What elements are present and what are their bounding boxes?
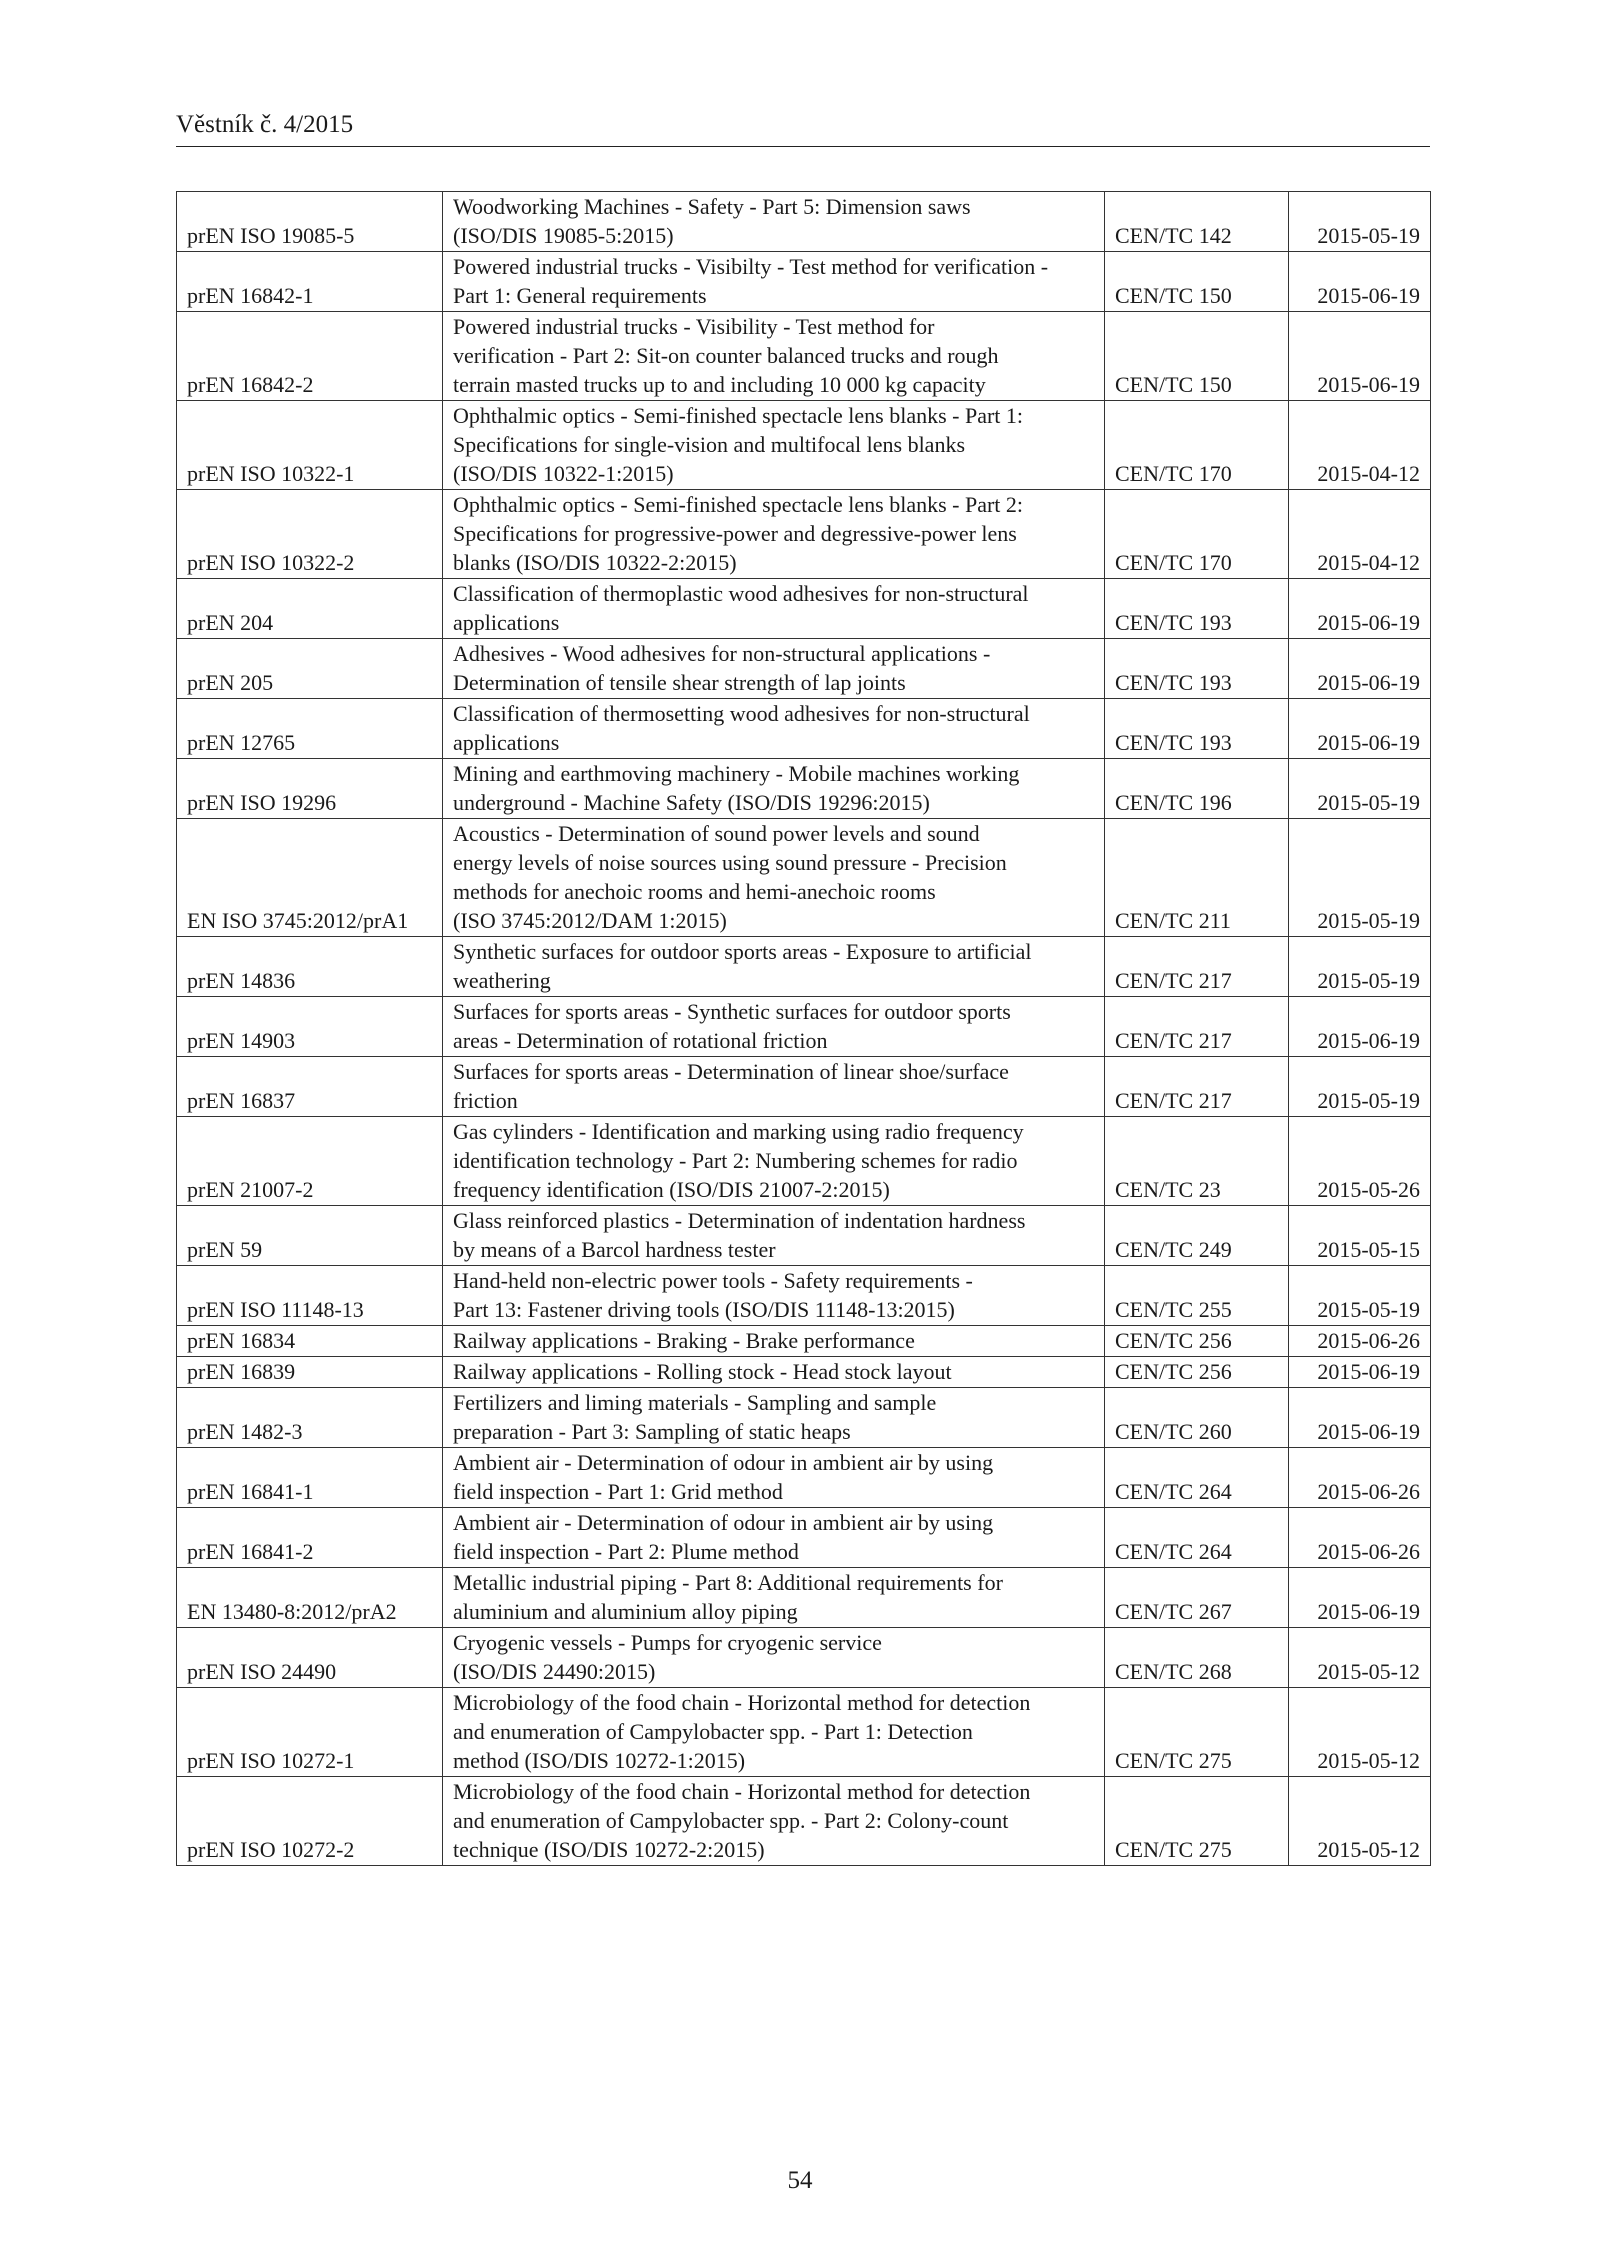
page-header	[176, 110, 1430, 147]
deadline-date: 2015-06-19	[1289, 579, 1431, 639]
standard-title-line: Part 13: Fastener driving tools (ISO/DIS 11148-13:2015)	[453, 1297, 955, 1322]
table-row	[177, 1326, 1431, 1357]
standard-title-line: Glass reinforced plastics - Determination of indentation hardness	[453, 1208, 1026, 1233]
deadline-date: 2015-05-12	[1289, 1688, 1431, 1777]
table-row	[177, 1206, 1431, 1266]
page-number: 54	[787, 2167, 813, 2194]
standard-title-line: Classification of thermosetting wood adhesives for non-structural	[453, 701, 1030, 726]
standard-code: prEN 14836	[177, 937, 443, 997]
technical-committee: CEN/TC 196	[1105, 759, 1289, 819]
standard-code: prEN ISO 19085-5	[177, 192, 443, 252]
technical-committee: CEN/TC 193	[1105, 639, 1289, 699]
standard-title-line: Mining and earthmoving machinery - Mobile machines working	[453, 761, 1020, 786]
standard-title	[443, 1357, 1105, 1388]
standard-title-line: Ophthalmic optics - Semi-finished spectacle lens blanks - Part 1:	[453, 403, 1024, 428]
table-row	[177, 401, 1431, 490]
standard-title-line: blanks (ISO/DIS 10322-2:2015)	[453, 550, 737, 575]
standard-title-line: verification - Part 2: Sit-on counter balanced trucks and rough	[453, 343, 999, 368]
standard-code: prEN 16841-2	[177, 1508, 443, 1568]
journal-title: Věstník č. 4/2015	[176, 111, 354, 138]
standard-code: prEN 14903	[177, 997, 443, 1057]
standard-title-line: (ISO/DIS 10322-1:2015)	[453, 461, 674, 486]
standard-title-line: (ISO/DIS 24490:2015)	[453, 1659, 656, 1684]
standard-code: prEN 204	[177, 579, 443, 639]
standard-title-line: Adhesives - Wood adhesives for non-structural applications -	[453, 641, 991, 666]
table-row	[177, 1388, 1431, 1448]
deadline-date: 2015-05-19	[1289, 1266, 1431, 1326]
technical-committee: CEN/TC 264	[1105, 1448, 1289, 1508]
standard-title-line: Railway applications - Rolling stock - Head stock layout	[453, 1359, 952, 1384]
deadline-date: 2015-05-15	[1289, 1206, 1431, 1266]
standard-title-line: Specifications for progressive-power and degressive-power lens	[453, 521, 1017, 546]
table-row	[177, 252, 1431, 312]
standard-code: prEN 16839	[177, 1357, 443, 1388]
technical-committee: CEN/TC 217	[1105, 1057, 1289, 1117]
technical-committee: CEN/TC 150	[1105, 252, 1289, 312]
standard-title-line: (ISO/DIS 19085-5:2015)	[453, 223, 674, 248]
standard-title	[443, 1568, 1105, 1628]
technical-committee: CEN/TC 275	[1105, 1688, 1289, 1777]
standard-code: EN 13480-8:2012/prA2	[177, 1568, 443, 1628]
deadline-date: 2015-05-19	[1289, 937, 1431, 997]
standard-code: prEN ISO 11148-13	[177, 1266, 443, 1326]
standard-code: prEN ISO 24490	[177, 1628, 443, 1688]
table-row	[177, 639, 1431, 699]
deadline-date: 2015-04-12	[1289, 401, 1431, 490]
technical-committee: CEN/TC 217	[1105, 937, 1289, 997]
standard-title	[443, 1326, 1105, 1357]
deadline-date: 2015-06-19	[1289, 1388, 1431, 1448]
standard-title	[443, 1508, 1105, 1568]
standard-title-line: Surfaces for sports areas - Synthetic surfaces for outdoor sports	[453, 999, 1011, 1024]
standard-code: prEN ISO 19296	[177, 759, 443, 819]
standard-code: prEN ISO 10322-2	[177, 490, 443, 579]
standard-title-line: Part 1: General requirements	[453, 283, 707, 308]
standard-title-line: methods for anechoic rooms and hemi-anechoic rooms	[453, 879, 936, 904]
table-row	[177, 1057, 1431, 1117]
standard-code: prEN ISO 10272-2	[177, 1777, 443, 1866]
table-row	[177, 490, 1431, 579]
deadline-date: 2015-05-12	[1289, 1777, 1431, 1866]
technical-committee: CEN/TC 217	[1105, 997, 1289, 1057]
deadline-date: 2015-05-12	[1289, 1628, 1431, 1688]
table-row	[177, 699, 1431, 759]
standard-title-line: Cryogenic vessels - Pumps for cryogenic service	[453, 1630, 882, 1655]
standard-title-line: energy levels of noise sources using sound pressure - Precision	[453, 850, 1007, 875]
standard-code: prEN 1482-3	[177, 1388, 443, 1448]
table-row	[177, 1117, 1431, 1206]
deadline-date: 2015-06-19	[1289, 252, 1431, 312]
deadline-date: 2015-06-19	[1289, 997, 1431, 1057]
technical-committee: CEN/TC 260	[1105, 1388, 1289, 1448]
standards-table	[176, 191, 1431, 1866]
standard-title	[443, 1448, 1105, 1508]
deadline-date: 2015-04-12	[1289, 490, 1431, 579]
table-row	[177, 997, 1431, 1057]
standard-title-line: technique (ISO/DIS 10272-2:2015)	[453, 1837, 765, 1862]
standard-code: prEN 205	[177, 639, 443, 699]
standard-title	[443, 192, 1105, 252]
standard-title	[443, 1628, 1105, 1688]
standard-title	[443, 819, 1105, 937]
standard-title	[443, 579, 1105, 639]
table-row	[177, 937, 1431, 997]
standard-title-line: applications	[453, 610, 560, 635]
technical-committee: CEN/TC 267	[1105, 1568, 1289, 1628]
standard-title	[443, 252, 1105, 312]
deadline-date: 2015-06-19	[1289, 699, 1431, 759]
standard-title-line: applications	[453, 730, 560, 755]
standard-title-line: Hand-held non-electric power tools - Safety requirements -	[453, 1268, 973, 1293]
deadline-date: 2015-06-26	[1289, 1448, 1431, 1508]
standard-title-line: underground - Machine Safety (ISO/DIS 19296:2015)	[453, 790, 930, 815]
standard-title-line: Acoustics - Determination of sound power levels and sound	[453, 821, 980, 846]
standard-title	[443, 639, 1105, 699]
table-row	[177, 1628, 1431, 1688]
deadline-date: 2015-05-26	[1289, 1117, 1431, 1206]
technical-committee: CEN/TC 170	[1105, 401, 1289, 490]
standard-title-line: (ISO 3745:2012/DAM 1:2015)	[453, 908, 727, 933]
standard-title-line: Powered industrial trucks - Visibility - Test method for	[453, 314, 935, 339]
standard-code: prEN 16834	[177, 1326, 443, 1357]
technical-committee: CEN/TC 256	[1105, 1357, 1289, 1388]
table-row	[177, 759, 1431, 819]
deadline-date: 2015-05-19	[1289, 1057, 1431, 1117]
deadline-date: 2015-06-19	[1289, 1568, 1431, 1628]
standard-title	[443, 490, 1105, 579]
deadline-date: 2015-06-19	[1289, 1357, 1431, 1388]
standard-title-line: and enumeration of Campylobacter spp. - Part 2: Colony-count	[453, 1808, 1009, 1833]
deadline-date: 2015-06-19	[1289, 639, 1431, 699]
table-row	[177, 1688, 1431, 1777]
standard-code: prEN 16842-1	[177, 252, 443, 312]
standard-title-line: field inspection - Part 1: Grid method	[453, 1479, 783, 1504]
standard-title	[443, 1117, 1105, 1206]
standard-title-line: terrain masted trucks up to and including 10 000 kg capacity	[453, 372, 986, 397]
technical-committee: CEN/TC 249	[1105, 1206, 1289, 1266]
standard-title-line: Microbiology of the food chain - Horizontal method for detection	[453, 1690, 1031, 1715]
standard-title-line: method (ISO/DIS 10272-1:2015)	[453, 1748, 746, 1773]
table-row	[177, 1777, 1431, 1866]
standard-code: prEN 59	[177, 1206, 443, 1266]
standard-code: prEN 16842-2	[177, 312, 443, 401]
standard-title-line: Railway applications - Braking - Brake performance	[453, 1328, 915, 1353]
standard-title-line: Ambient air - Determination of odour in ambient air by using	[453, 1450, 994, 1475]
standard-title-line: identification technology - Part 2: Numbering schemes for radio	[453, 1148, 1018, 1173]
standards-table-body	[177, 192, 1431, 1866]
standard-code: EN ISO 3745:2012/prA1	[177, 819, 443, 937]
standard-code: prEN 16841-1	[177, 1448, 443, 1508]
standard-title-line: Fertilizers and liming materials - Sampling and sample	[453, 1390, 937, 1415]
standard-title	[443, 937, 1105, 997]
table-row	[177, 1357, 1431, 1388]
standard-title	[443, 401, 1105, 490]
deadline-date: 2015-06-26	[1289, 1508, 1431, 1568]
standard-title	[443, 1388, 1105, 1448]
table-row	[177, 579, 1431, 639]
technical-committee: CEN/TC 211	[1105, 819, 1289, 937]
standard-code: prEN 12765	[177, 699, 443, 759]
standard-title-line: Gas cylinders - Identification and marking using radio frequency	[453, 1119, 1024, 1144]
standard-title-line: frequency identification (ISO/DIS 21007-2:2015)	[453, 1177, 890, 1202]
technical-committee: CEN/TC 142	[1105, 192, 1289, 252]
standard-title	[443, 312, 1105, 401]
standard-title-line: weathering	[453, 968, 551, 993]
technical-committee: CEN/TC 275	[1105, 1777, 1289, 1866]
standard-title-line: Metallic industrial piping - Part 8: Additional requirements for	[453, 1570, 1003, 1595]
standard-code: prEN ISO 10272-1	[177, 1688, 443, 1777]
standard-title-line: Ambient air - Determination of odour in ambient air by using	[453, 1510, 994, 1535]
standard-title	[443, 1206, 1105, 1266]
deadline-date: 2015-06-26	[1289, 1326, 1431, 1357]
table-row	[177, 1266, 1431, 1326]
standard-code: prEN 16837	[177, 1057, 443, 1117]
standard-title	[443, 699, 1105, 759]
deadline-date: 2015-05-19	[1289, 819, 1431, 937]
technical-committee: CEN/TC 170	[1105, 490, 1289, 579]
standard-title-line: Classification of thermoplastic wood adhesives for non-structural	[453, 581, 1029, 606]
standard-title-line: Powered industrial trucks - Visibilty - Test method for verification -	[453, 254, 1049, 279]
standard-title	[443, 997, 1105, 1057]
standard-title-line: Specifications for single-vision and multifocal lens blanks	[453, 432, 966, 457]
deadline-date: 2015-06-19	[1289, 312, 1431, 401]
table-row	[177, 1448, 1431, 1508]
technical-committee: CEN/TC 23	[1105, 1117, 1289, 1206]
standard-title-line: field inspection - Part 2: Plume method	[453, 1539, 799, 1564]
technical-committee: CEN/TC 256	[1105, 1326, 1289, 1357]
standard-title	[443, 1688, 1105, 1777]
standard-title	[443, 1777, 1105, 1866]
standard-code: prEN 21007-2	[177, 1117, 443, 1206]
technical-committee: CEN/TC 150	[1105, 312, 1289, 401]
standard-title-line: friction	[453, 1088, 518, 1113]
standard-title-line: Synthetic surfaces for outdoor sports areas - Exposure to artificial	[453, 939, 1032, 964]
standard-title-line: by means of a Barcol hardness tester	[453, 1237, 776, 1262]
standard-code: prEN ISO 10322-1	[177, 401, 443, 490]
standard-title-line: preparation - Part 3: Sampling of static heaps	[453, 1419, 851, 1444]
technical-committee: CEN/TC 264	[1105, 1508, 1289, 1568]
standard-title-line: Ophthalmic optics - Semi-finished spectacle lens blanks - Part 2:	[453, 492, 1024, 517]
standard-title-line: Surfaces for sports areas - Determination of linear shoe/surface	[453, 1059, 1009, 1084]
standard-title-line: Woodworking Machines - Safety - Part 5: Dimension saws	[453, 194, 971, 219]
technical-committee: CEN/TC 193	[1105, 699, 1289, 759]
table-row	[177, 192, 1431, 252]
standard-title-line: Microbiology of the food chain - Horizontal method for detection	[453, 1779, 1031, 1804]
standard-title-line: and enumeration of Campylobacter spp. - Part 1: Detection	[453, 1719, 973, 1744]
table-row	[177, 819, 1431, 937]
table-row	[177, 312, 1431, 401]
standard-title-line: areas - Determination of rotational friction	[453, 1028, 828, 1053]
standard-title	[443, 1266, 1105, 1326]
deadline-date: 2015-05-19	[1289, 192, 1431, 252]
technical-committee: CEN/TC 268	[1105, 1628, 1289, 1688]
deadline-date: 2015-05-19	[1289, 759, 1431, 819]
standard-title-line: Determination of tensile shear strength of lap joints	[453, 670, 906, 695]
technical-committee: CEN/TC 193	[1105, 579, 1289, 639]
table-row	[177, 1508, 1431, 1568]
standard-title-line: aluminium and aluminium alloy piping	[453, 1599, 798, 1624]
technical-committee: CEN/TC 255	[1105, 1266, 1289, 1326]
standard-title	[443, 759, 1105, 819]
standard-title	[443, 1057, 1105, 1117]
table-row	[177, 1568, 1431, 1628]
